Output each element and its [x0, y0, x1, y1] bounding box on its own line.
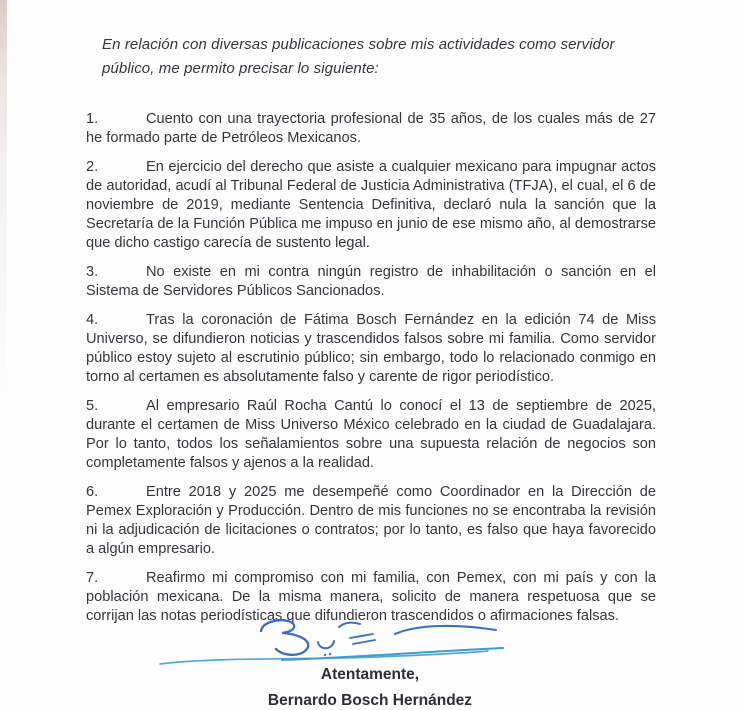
list-item — [86, 311, 656, 387]
handwritten-signature — [146, 612, 518, 674]
item-text: En ejercicio del derecho que asiste a cualquier mexicano para impugnar actos de autoridad, acudí al Tribunal Federal de Justicia Administrativa (TFJA), el cual, el 6 de noviembre de 2019, mediante Sentencia Definitiva, declaró nula la sanción que la Secretaría de la Función Pública me impuso en junio de ese mismo año, al demostrarse que dicho castigo carecía de sustento legal. — [86, 159, 656, 251]
list-item — [86, 158, 656, 253]
letter-body — [86, 33, 656, 636]
item-number: 5. — [86, 398, 99, 414]
item-text: Reafirmo mi compromiso con mi familia, con Pemex, con mi país y con la población mexicana. De la misma manera, solicito de manera respetuosa que se corrijan las notas periodísticas que difundieron trascendidos o afirmaciones falsas. — [86, 570, 656, 624]
signature-dash — [353, 640, 375, 644]
item-text: Tras la coronación de Fátima Bosch Fernández en la edición 74 de Miss Universo, se difundieron noticias y trascendidos falsos sobre mi familia. Como servidor público estoy sujeto al escrutinio público; sin embargo, todo lo relacionado conmigo en torno al certamen es absolutamente falso y carente de rigor periodístico. — [86, 312, 656, 385]
item-number: 6. — [86, 484, 99, 500]
item-number: 1. — [86, 111, 99, 127]
list-item — [86, 483, 656, 559]
list-item — [86, 110, 656, 148]
item-text: Al empresario Raúl Rocha Cantú lo conocí el 13 de septiembre de 2025, durante el certamen de Miss Universo México celebrado en la ciudad de Guadalajara. Por lo tanto, todos los señalamientos sobre una supuesta relación de negocios son completamente falsos y ajenos a la realidad. — [86, 398, 656, 471]
item-number: 2. — [86, 159, 99, 175]
numbered-list — [86, 110, 656, 626]
signature-dash — [350, 634, 373, 638]
closing-salutation: Atentamente, — [320, 666, 420, 683]
signature-dot — [324, 654, 326, 656]
signature-underline-stroke — [282, 648, 503, 660]
list-item — [86, 263, 656, 301]
item-number: 4. — [86, 312, 99, 328]
item-number: 3. — [86, 264, 99, 280]
item-text: Entre 2018 y 2025 me desempeñé como Coordinador en la Dirección de Pemex Exploración y Producción. Dentro de mis funciones no se encontraba la revisión ni la adjudicación de licitaciones o contratos; por lo tanto, es falso que haya favorecido a algún empresario. — [86, 484, 656, 557]
list-item — [86, 397, 656, 473]
signature-main-glyph — [261, 620, 308, 655]
item-text: Cuento con una trayectoria profesional de 35 años, de los cuales más de 27 he formado parte de Petróleos Mexicanos. — [86, 111, 656, 146]
scan-edge-artifact — [0, 0, 7, 440]
intro-paragraph: En relación con diversas publicaciones sobre mis actividades como servidor público, me permito precisar lo siguiente: — [102, 36, 615, 77]
signature-tilde-stroke — [339, 623, 360, 627]
signatory-name: Bernardo Bosch Hernández — [267, 692, 473, 709]
item-text: No existe en mi contra ningún registro de inhabilitación o sanción en el Sistema de Servidores Públicos Sancionados. — [86, 264, 656, 299]
item-number: 7. — [86, 570, 99, 586]
signature-flourish-stroke — [395, 626, 496, 634]
signature-cup-glyph — [318, 641, 334, 648]
signature-dot — [329, 653, 331, 655]
